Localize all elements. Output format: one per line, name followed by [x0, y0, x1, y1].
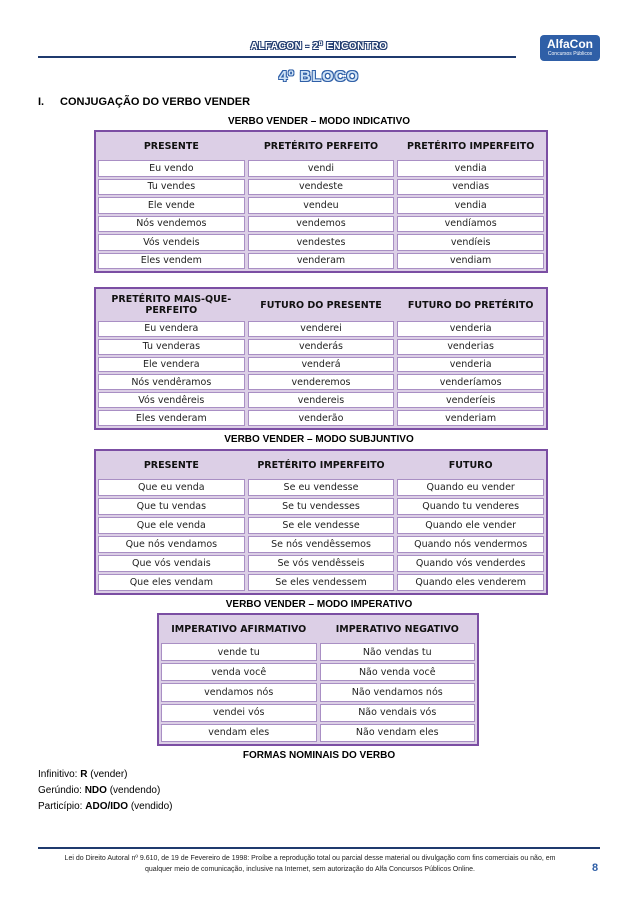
table-cell: vendíeis — [397, 234, 544, 251]
nominal-label: Particípio: — [38, 801, 83, 812]
section-number: I. — [38, 96, 45, 108]
table-cell: Que eles vendam — [98, 574, 245, 591]
table-cell: vendemos — [248, 216, 395, 233]
table-header-cell: IMPERATIVO NEGATIVO — [320, 617, 476, 641]
table-cell: Não vendais vós — [320, 704, 476, 722]
table-cell: Quando ele vender — [397, 517, 544, 534]
table-cell: vendia — [397, 197, 544, 214]
nominal-example: (vendendo) — [109, 785, 161, 796]
table-cell: Que eu venda — [98, 479, 245, 496]
nominal-ending: ADO/IDO — [85, 801, 129, 812]
alfacon-logo — [540, 35, 600, 61]
table-cell: venderia — [397, 321, 544, 337]
table-cell: Que tu vendas — [98, 498, 245, 515]
caption-nominais: FORMAS NOMINAIS DO VERBO — [242, 750, 396, 761]
table-cell: Quando vós venderdes — [397, 555, 544, 572]
nominal-example: (vendido) — [130, 801, 173, 812]
section-title: CONJUGAÇÃO DO VERBO VENDER — [60, 96, 251, 108]
table-cell: Se nós vendêssemos — [248, 536, 395, 553]
table-cell: venderei — [248, 321, 395, 337]
table-cell: vendiam — [397, 253, 544, 270]
table-cell: vendia — [397, 160, 544, 177]
table-header-cell: FUTURO DO PRESENTE — [248, 291, 395, 319]
caption-imperativo: VERBO VENDER – MODO IMPERATIVO — [225, 599, 413, 610]
table-header-cell: FUTURO — [397, 453, 544, 477]
table-cell: Quando eu vender — [397, 479, 544, 496]
table-cell: Nós vendemos — [98, 216, 245, 233]
table-cell: vendereis — [248, 392, 395, 408]
table-cell: Vós vendeis — [98, 234, 245, 251]
table-header-cell: FUTURO DO PRETÉRITO — [397, 291, 544, 319]
table-cell: Que nós vendamos — [98, 536, 245, 553]
table-cell: Ele vende — [98, 197, 245, 214]
table-cell: Se vós vendêsseis — [248, 555, 395, 572]
table-cell: Quando tu venderes — [397, 498, 544, 515]
nominal-ending: R — [80, 769, 88, 780]
table-cell: Se eu vendesse — [248, 479, 395, 496]
nominal-participio — [38, 799, 173, 815]
nominal-label: Gerúndio: — [38, 785, 82, 796]
table-header-cell: PRETÉRITO PERFEITO — [248, 134, 395, 158]
table-cell: vendeu — [248, 197, 395, 214]
table-cell: vendestes — [248, 234, 395, 251]
table-cell: venderias — [397, 339, 544, 355]
table-cell: Vós vendêreis — [98, 392, 245, 408]
footer-copyright: Lei do Direito Autoral nº 9.610, de 19 de Fevereiro de 1998: Proíbe a reprodução total ou parcial desse material ou divulgação com fins comerciais ou não, em qualquer meio de comunicação, inclusive na Internet, sem autorização do Alfa Concursos Públicos Online. — [64, 855, 556, 873]
table-cell: vendias — [397, 179, 544, 196]
table-cell: Não vendamos nós — [320, 683, 476, 701]
bloco-title: 4º BLOCO — [278, 68, 360, 85]
nominal-gerundio — [38, 783, 160, 799]
table-cell: Eles vendem — [98, 253, 245, 270]
table-cell: Não vendam eles — [320, 724, 476, 742]
header-rule — [38, 56, 516, 58]
table-cell: vendi — [248, 160, 395, 177]
header-title: ALFACON - 2º ENCONTRO — [250, 41, 388, 52]
table-cell: venderá — [248, 357, 395, 373]
table-cell: Se ele vendesse — [248, 517, 395, 534]
table-cell: vendei vós — [161, 704, 317, 722]
nominal-infinitivo — [38, 767, 128, 783]
table-cell: Eu vendo — [98, 160, 245, 177]
table-header-cell: IMPERATIVO AFIRMATIVO — [161, 617, 317, 641]
table-cell: Que vós vendais — [98, 555, 245, 572]
table-cell: venderás — [248, 339, 395, 355]
table-cell: venderemos — [248, 374, 395, 390]
table-cell: Quando eles venderem — [397, 574, 544, 591]
table-cell: venderão — [248, 410, 395, 426]
table-cell: venderíeis — [397, 392, 544, 408]
table-cell: vende tu — [161, 643, 317, 661]
table-imperativo — [157, 613, 479, 746]
table-cell: Que ele venda — [98, 517, 245, 534]
logo-sub-text: Concursos Públicos — [547, 51, 593, 57]
table-cell: venderam — [248, 253, 395, 270]
table-cell: vendeste — [248, 179, 395, 196]
table-indicativo-1 — [94, 130, 548, 273]
caption-subjuntivo: VERBO VENDER – MODO SUBJUNTIVO — [224, 434, 414, 445]
table-header-cell: PRETÉRITO IMPERFEITO — [397, 134, 544, 158]
table-cell: venderiam — [397, 410, 544, 426]
table-header-cell: PRESENTE — [98, 453, 245, 477]
table-header-cell: PRESENTE — [98, 134, 245, 158]
table-cell: vendam eles — [161, 724, 317, 742]
table-cell: Eles venderam — [98, 410, 245, 426]
section-heading — [38, 96, 250, 108]
table-cell: Quando nós vendermos — [397, 536, 544, 553]
table-header-cell: PRETÉRITO IMPERFEITO — [248, 453, 395, 477]
table-cell: Nós vendêramos — [98, 374, 245, 390]
table-cell: Ele vendera — [98, 357, 245, 373]
table-cell: Tu vendes — [98, 179, 245, 196]
table-cell: Se tu vendesses — [248, 498, 395, 515]
table-header-cell: PRETÉRITO MAIS-QUE-PERFEITO — [98, 291, 245, 319]
footer-rule — [38, 847, 600, 849]
table-cell: vendamos nós — [161, 683, 317, 701]
table-indicativo-2 — [94, 287, 548, 430]
table-cell: venderia — [397, 357, 544, 373]
table-cell: Tu venderas — [98, 339, 245, 355]
page-number: 8 — [592, 862, 599, 874]
table-cell: venda você — [161, 663, 317, 681]
caption-indicativo: VERBO VENDER – MODO INDICATIVO — [227, 116, 411, 127]
table-cell: Eu vendera — [98, 321, 245, 337]
table-subjuntivo — [94, 449, 548, 595]
table-cell: vendíamos — [397, 216, 544, 233]
nominal-label: Infinitivo: — [38, 769, 78, 780]
table-cell: Se eles vendessem — [248, 574, 395, 591]
nominal-example: (vender) — [90, 769, 128, 780]
logo-main-text: AlfaCon — [547, 37, 593, 51]
nominal-ending: NDO — [84, 785, 107, 796]
table-cell: venderíamos — [397, 374, 544, 390]
table-cell: Não vendas tu — [320, 643, 476, 661]
table-cell: Não venda você — [320, 663, 476, 681]
